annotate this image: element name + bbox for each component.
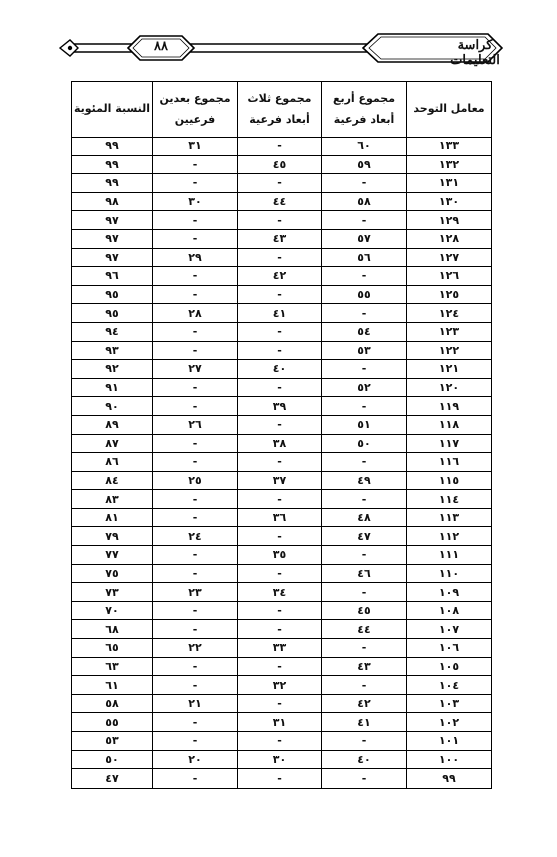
percentile-cell: ٩٩	[105, 139, 119, 153]
table-row	[72, 620, 491, 639]
three-dimensions-cell: -	[237, 695, 321, 713]
table-row	[72, 137, 491, 156]
table-row	[72, 583, 491, 602]
four-dimensions-cell: ٥٠	[321, 435, 406, 453]
table-row	[72, 249, 491, 268]
percentile-cell: ٧٥	[105, 566, 119, 580]
three-dimensions-cell: -	[237, 416, 321, 434]
autism-quotient-cell: ١١٥	[406, 472, 491, 490]
two-dimensions-cell: -	[152, 230, 237, 248]
three-dimensions-cell: ٣٦	[237, 509, 321, 527]
percentile-cell: ٩٨	[105, 195, 119, 209]
two-dimensions-cell: ٢٥	[152, 472, 237, 490]
two-dimensions-cell: -	[152, 323, 237, 341]
autism-quotient-cell: ١٢٤	[406, 304, 491, 322]
percentile-cell: ٥٥	[105, 715, 119, 729]
four-dimensions-cell: ٤٥	[321, 602, 406, 620]
two-dimensions-cell: ٣٠	[152, 193, 237, 211]
three-dimensions-cell: -	[237, 286, 321, 304]
two-dimensions-cell: -	[152, 342, 237, 360]
four-dimensions-cell: ٤٨	[321, 509, 406, 527]
table-row	[72, 676, 491, 695]
two-dimensions-cell: ٢٣	[152, 583, 237, 601]
percentile-cell: ٦٨	[105, 622, 119, 636]
three-dimensions-cell: -	[237, 379, 321, 397]
table-row	[72, 379, 491, 398]
table-row	[72, 416, 491, 435]
table-row	[72, 211, 491, 230]
percentile-cell: ٤٧	[105, 771, 119, 785]
two-dimensions-cell: ٣١	[152, 137, 237, 155]
four-dimensions-cell: -	[321, 453, 406, 471]
table-row	[72, 565, 491, 584]
autism-quotient-cell: ١٠٦	[406, 639, 491, 657]
percentile-cell: ٨١	[105, 511, 119, 525]
table-row	[72, 602, 491, 621]
four-dimensions-cell: -	[321, 490, 406, 508]
table-row	[72, 769, 491, 788]
autism-quotient-cell: ١٠٢	[406, 713, 491, 731]
percentile-cell: ٩٢	[105, 362, 119, 376]
autism-quotient-cell: ١٠٣	[406, 695, 491, 713]
two-dimensions-cell: ٢٦	[152, 416, 237, 434]
four-dimensions-cell: ٥٦	[321, 249, 406, 267]
two-dimensions-cell: -	[152, 769, 237, 788]
two-dimensions-cell: -	[152, 565, 237, 583]
table-row	[72, 695, 491, 714]
table-row	[72, 435, 491, 454]
three-dimensions-cell: -	[237, 453, 321, 471]
four-dimensions-cell: -	[321, 211, 406, 229]
three-dimensions-cell: -	[237, 342, 321, 360]
three-dimensions-cell: ٤١	[237, 304, 321, 322]
four-dimensions-cell: ٥٥	[321, 286, 406, 304]
three-dimensions-cell: -	[237, 565, 321, 583]
two-dimensions-cell: -	[152, 732, 237, 750]
table-header	[72, 82, 491, 138]
four-dimensions-cell: ٦٠	[321, 137, 406, 155]
three-dimensions-cell: ٤٤	[237, 193, 321, 211]
percentile-cell: ٨٧	[105, 436, 119, 450]
table-row	[72, 286, 491, 305]
autism-quotient-cell: ١١٣	[406, 509, 491, 527]
table-row	[72, 639, 491, 658]
two-dimensions-cell: -	[152, 676, 237, 694]
table-row	[72, 453, 491, 472]
table-row	[72, 230, 491, 249]
percentile-cell: ٧٩	[105, 529, 119, 543]
four-dimensions-cell: -	[321, 360, 406, 378]
percentile-cell: ٩٩	[105, 157, 119, 171]
two-dimensions-cell: ٢٠	[152, 751, 237, 769]
three-dimensions-cell: -	[237, 137, 321, 155]
table-row	[72, 472, 491, 491]
autism-quotient-cell: ١٢٧	[406, 249, 491, 267]
two-dimensions-cell: -	[152, 620, 237, 638]
percentile-cell: ٧٣	[105, 585, 119, 599]
three-dimensions-cell: -	[237, 174, 321, 192]
table-row	[72, 397, 491, 416]
three-dimensions-cell: ٤٢	[237, 267, 321, 285]
autism-quotient-cell: ١٢٣	[406, 323, 491, 341]
table-row	[72, 360, 491, 379]
three-dimensions-cell: ٣٣	[237, 639, 321, 657]
autism-quotient-cell: ١٠٧	[406, 620, 491, 638]
autism-quotient-cell: ١١٦	[406, 453, 491, 471]
page-number: ٨٨	[154, 39, 168, 54]
percentile-cell: ٥٣	[105, 734, 119, 748]
two-dimensions-cell: ٢١	[152, 695, 237, 713]
percentile-cell: ٩٧	[105, 213, 119, 227]
four-dimensions-cell: ٤١	[321, 713, 406, 731]
table-row	[72, 713, 491, 732]
four-dimensions-cell: ٥٧	[321, 230, 406, 248]
two-dimensions-cell: -	[152, 546, 237, 564]
three-dimensions-cell: -	[237, 249, 321, 267]
three-dimensions-cell: ٣٥	[237, 546, 321, 564]
column-header-three-dimensions: مجموع ثلاث أبعاد فرعية	[237, 82, 321, 137]
four-dimensions-cell: ٥١	[321, 416, 406, 434]
autism-quotient-cell: ١٢٠	[406, 379, 491, 397]
three-dimensions-cell: ٣٢	[237, 676, 321, 694]
three-dimensions-cell: -	[237, 602, 321, 620]
three-dimensions-cell: -	[237, 490, 321, 508]
two-dimensions-cell: -	[152, 453, 237, 471]
percentile-cell: ٩١	[105, 381, 119, 395]
three-dimensions-cell: -	[237, 527, 321, 545]
four-dimensions-cell: -	[321, 174, 406, 192]
percentile-cell: ٧٧	[105, 548, 119, 562]
table-row	[72, 546, 491, 565]
three-dimensions-cell: ٤٠	[237, 360, 321, 378]
two-dimensions-cell: -	[152, 490, 237, 508]
three-dimensions-cell: -	[237, 620, 321, 638]
autism-quotient-cell: ١٢١	[406, 360, 491, 378]
percentile-cell: ٩٣	[105, 343, 119, 357]
table-row	[72, 751, 491, 770]
percentile-cell: ٦٣	[105, 659, 119, 673]
two-dimensions-cell: ٢٩	[152, 249, 237, 267]
two-dimensions-cell: ٢٤	[152, 527, 237, 545]
two-dimensions-cell: -	[152, 713, 237, 731]
percentile-cell: ٩٧	[105, 232, 119, 246]
table-row	[72, 342, 491, 361]
percentile-cell: ٩٥	[105, 306, 119, 320]
percentile-cell: ٦١	[105, 678, 119, 692]
autism-quotient-cell: ١٠١	[406, 732, 491, 750]
three-dimensions-cell: ٣٤	[237, 583, 321, 601]
autism-quotient-cell: ١١١	[406, 546, 491, 564]
four-dimensions-cell: ٥٣	[321, 342, 406, 360]
table-row	[72, 509, 491, 528]
four-dimensions-cell: ٤٩	[321, 472, 406, 490]
two-dimensions-cell: ٢٢	[152, 639, 237, 657]
three-dimensions-cell: ٤٣	[237, 230, 321, 248]
four-dimensions-cell: ٤٠	[321, 751, 406, 769]
four-dimensions-cell: -	[321, 769, 406, 788]
four-dimensions-cell: ٤٤	[321, 620, 406, 638]
two-dimensions-cell: -	[152, 211, 237, 229]
percentile-cell: ٩٩	[105, 176, 119, 190]
autism-quotient-cell: ١٢٥	[406, 286, 491, 304]
two-dimensions-cell: -	[152, 286, 237, 304]
column-header-four-dimensions: مجموع أربع أبعاد فرعية	[321, 82, 406, 137]
three-dimensions-cell: -	[237, 323, 321, 341]
four-dimensions-cell: -	[321, 304, 406, 322]
three-dimensions-cell: ٣٨	[237, 435, 321, 453]
four-dimensions-cell: -	[321, 676, 406, 694]
table-row	[72, 323, 491, 342]
three-dimensions-cell: ٣٩	[237, 397, 321, 415]
percentile-cell: ٩٠	[105, 399, 119, 413]
four-dimensions-cell: -	[321, 397, 406, 415]
autism-quotient-cell: ١٢٦	[406, 267, 491, 285]
four-dimensions-cell: ٥٤	[321, 323, 406, 341]
table-row	[72, 304, 491, 323]
percentile-cell: ٨٤	[105, 473, 119, 487]
table-row	[72, 527, 491, 546]
four-dimensions-cell: -	[321, 732, 406, 750]
autism-quotient-cell: ١١٤	[406, 490, 491, 508]
two-dimensions-cell: ٢٨	[152, 304, 237, 322]
table-row	[72, 490, 491, 509]
percentile-cell: ٩٤	[105, 325, 119, 339]
table-row	[72, 193, 491, 212]
percentile-cell: ٨٩	[105, 418, 119, 432]
four-dimensions-cell: ٤٢	[321, 695, 406, 713]
two-dimensions-cell: -	[152, 658, 237, 676]
percentile-cell: ٥٨	[105, 697, 119, 711]
table-row	[72, 174, 491, 193]
autism-quotient-cell: ١١٠	[406, 565, 491, 583]
three-dimensions-cell: ٣٠	[237, 751, 321, 769]
three-dimensions-cell: -	[237, 658, 321, 676]
autism-quotient-cell: ١٠٤	[406, 676, 491, 694]
autism-quotient-cell: ١٣٢	[406, 156, 491, 174]
four-dimensions-cell: ٤٣	[321, 658, 406, 676]
percentile-cell: ٩٦	[105, 269, 119, 283]
four-dimensions-cell: ٤٧	[321, 527, 406, 545]
percentile-cell: ٩٥	[105, 288, 119, 302]
percentile-cell: ٨٦	[105, 455, 119, 469]
four-dimensions-cell: ٥٨	[321, 193, 406, 211]
two-dimensions-cell: -	[152, 379, 237, 397]
percentile-cell: ٨٣	[105, 492, 119, 506]
column-header-two-dimensions: مجموع بعدين فرعيين	[152, 82, 237, 137]
table-row	[72, 658, 491, 677]
four-dimensions-cell: -	[321, 639, 406, 657]
three-dimensions-cell: ٤٥	[237, 156, 321, 174]
autism-quotient-cell: ١٢٩	[406, 211, 491, 229]
percentile-cell: ٦٥	[105, 641, 119, 655]
percentile-cell: ٧٠	[105, 604, 119, 618]
autism-quotient-cell: ١١٢	[406, 527, 491, 545]
autism-quotient-cell: ١١٨	[406, 416, 491, 434]
autism-quotient-cell: ١٢٨	[406, 230, 491, 248]
two-dimensions-cell: -	[152, 397, 237, 415]
four-dimensions-cell: -	[321, 267, 406, 285]
two-dimensions-cell: -	[152, 602, 237, 620]
two-dimensions-cell: -	[152, 174, 237, 192]
autism-quotient-cell: ١١٧	[406, 435, 491, 453]
column-header-percentile: النسبة المئوية	[73, 102, 151, 116]
autism-quotient-cell: ١١٩	[406, 397, 491, 415]
percentile-cell: ٩٧	[105, 250, 119, 264]
page-header	[58, 33, 503, 68]
autism-quotient-cell: ١٣٠	[406, 193, 491, 211]
autism-quotient-cell: ١٠٠	[406, 751, 491, 769]
four-dimensions-cell: ٥٢	[321, 379, 406, 397]
header-title: كراسة التعليمات	[450, 38, 500, 68]
autism-quotient-cell: ١٠٩	[406, 583, 491, 601]
autism-quotient-cell: ٩٩	[406, 769, 491, 788]
table-body	[72, 137, 491, 788]
table-row	[72, 156, 491, 175]
column-header-autism-quotient: معامل التوحد	[406, 82, 491, 137]
three-dimensions-cell: ٣١	[237, 713, 321, 731]
table-row	[72, 732, 491, 751]
three-dimensions-cell: -	[237, 732, 321, 750]
three-dimensions-cell: -	[237, 769, 321, 788]
autism-quotient-cell: ١٣١	[406, 174, 491, 192]
four-dimensions-cell: ٥٩	[321, 156, 406, 174]
norms-table	[71, 81, 492, 789]
autism-quotient-cell: ١٣٣	[406, 137, 491, 155]
percentile-cell: ٥٠	[105, 752, 119, 766]
four-dimensions-cell: ٤٦	[321, 565, 406, 583]
two-dimensions-cell: -	[152, 156, 237, 174]
two-dimensions-cell: -	[152, 435, 237, 453]
autism-quotient-cell: ١٠٨	[406, 602, 491, 620]
three-dimensions-cell: -	[237, 211, 321, 229]
two-dimensions-cell: -	[152, 509, 237, 527]
two-dimensions-cell: ٢٧	[152, 360, 237, 378]
autism-quotient-cell: ١٠٥	[406, 658, 491, 676]
table-row	[72, 267, 491, 286]
two-dimensions-cell: -	[152, 267, 237, 285]
autism-quotient-cell: ١٢٢	[406, 342, 491, 360]
four-dimensions-cell: -	[321, 583, 406, 601]
three-dimensions-cell: ٣٧	[237, 472, 321, 490]
four-dimensions-cell: -	[321, 546, 406, 564]
